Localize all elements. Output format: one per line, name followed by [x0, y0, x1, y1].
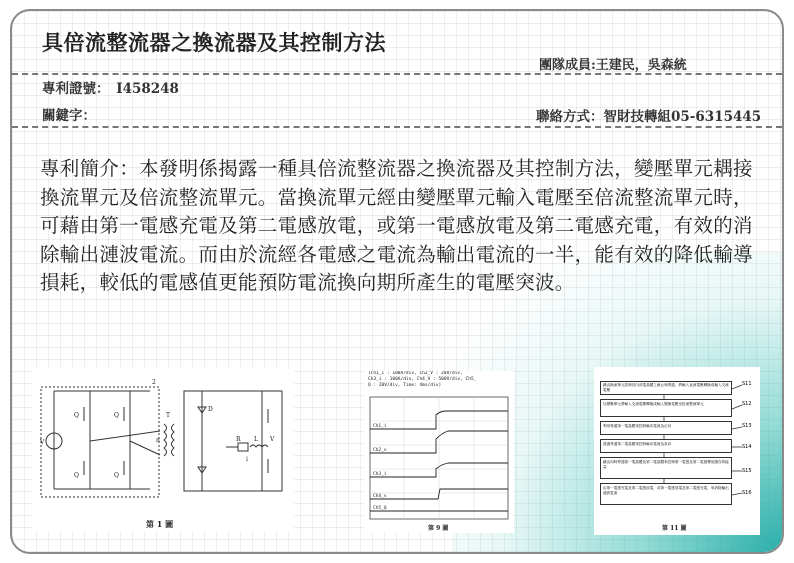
figure-11-flowchart: [594, 367, 760, 535]
flow-step-s15: 藉由同時導通第一電晶體及第二電晶體來控制第一電感及第二電感釋放儲存的能量: [600, 457, 732, 479]
label-t: T: [166, 412, 170, 419]
label-l: L: [254, 436, 258, 443]
label-q3: Q: [74, 472, 79, 479]
figure-9-caption: 第 9 圖: [428, 523, 448, 532]
label-vo: V: [269, 436, 275, 443]
step-id-s12: S12: [742, 401, 752, 407]
figure-9-oscilloscope: [364, 371, 514, 533]
circuit-diagram: [32, 369, 294, 531]
patent-title: 具倍流整流器之換流器及其控制方法: [42, 27, 386, 57]
figure-11-caption: 第 11 圖: [662, 523, 687, 532]
abstract-text: 專利簡介：本發明係揭露一種具倍流整流器之換流器及其控制方法，變壓單元耦接換流單元及倍流整流單元。當換流單元經由變壓單元輸入電壓至倍流整流單元時，可藉由第一電感充電及第二電感放電，或第一電感放電及第二電感充電，有效的消除輸出漣波電流。而由於流經各電感之電流為輸出電流的一半，能有效的降低輸導損耗，較低的電感值更能預防電流換向期所產生的電壓突波。: [40, 155, 760, 298]
patent-card: [10, 9, 784, 554]
scope-traces: [364, 371, 514, 533]
step-id-s16: S16: [742, 490, 752, 496]
figure-1-caption: 第 1 圖: [146, 519, 173, 530]
divider: [12, 73, 782, 75]
label-np: n: [156, 437, 160, 444]
step-id-s11: S11: [742, 381, 752, 387]
scope-header-line: (Ch1_i : 100A/div, Ch2_V : 20V/div,: [368, 371, 476, 377]
scope-header-line: Q : 20V/div, Time: 4ms/div): [368, 383, 476, 389]
label-q4: Q: [114, 472, 119, 479]
flow-step-s13: 利用導通第一電晶體來控制輸出電流為正向: [600, 421, 732, 435]
ch3-label: Ch3_i: [373, 471, 387, 477]
label-vin: V: [39, 439, 45, 446]
step-id-s13: S13: [742, 423, 752, 429]
ch4-label: Ch4_v: [373, 493, 387, 499]
label-r: R: [236, 436, 241, 443]
contact-info: 聯絡方式：智財技轉組05-6315445: [536, 105, 761, 125]
label-io: i: [246, 456, 248, 463]
patent-number: 專利證號： I458248: [42, 77, 179, 97]
flow-step-s12: 以變壓單元將輸入交流電壓轉換成輸入變換電壓至倍流整流單元: [600, 399, 732, 417]
ch5-label: Ch5_Q: [373, 505, 387, 511]
label-ref-2: 2: [152, 379, 156, 386]
team-members: 團隊成員:王建民，吳森統: [539, 54, 687, 73]
flow-step-s16: 由第一電感充電及第二電感放電，或第一電感放電及第二電感充電，來消除輸出漣波電流: [600, 483, 732, 505]
label-q2: Q: [114, 412, 119, 419]
keywords-label: 關鍵字：: [42, 104, 96, 124]
ch1-label: Ch1_i: [373, 423, 387, 429]
ch2-label: Ch2_v: [373, 447, 387, 453]
scope-header-line: Ch3_i : 100A/div, Ch4_V : 500V/div, Ch5_: [368, 377, 476, 383]
flow-step-s14: 透過導通第二電晶體來控制輸出電流為負向: [600, 439, 732, 453]
step-id-s14: S14: [742, 444, 752, 450]
flow-step-s11: 藉由換流單元控制其內部電晶體之截止與導通，將輸入直流電壓轉換成輸入交流電壓: [600, 381, 732, 395]
step-id-s15: S15: [742, 468, 752, 474]
label-q1: Q: [74, 412, 79, 419]
label-d: D: [208, 406, 213, 413]
figure-1-circuit: [32, 369, 294, 531]
divider: [12, 126, 782, 128]
